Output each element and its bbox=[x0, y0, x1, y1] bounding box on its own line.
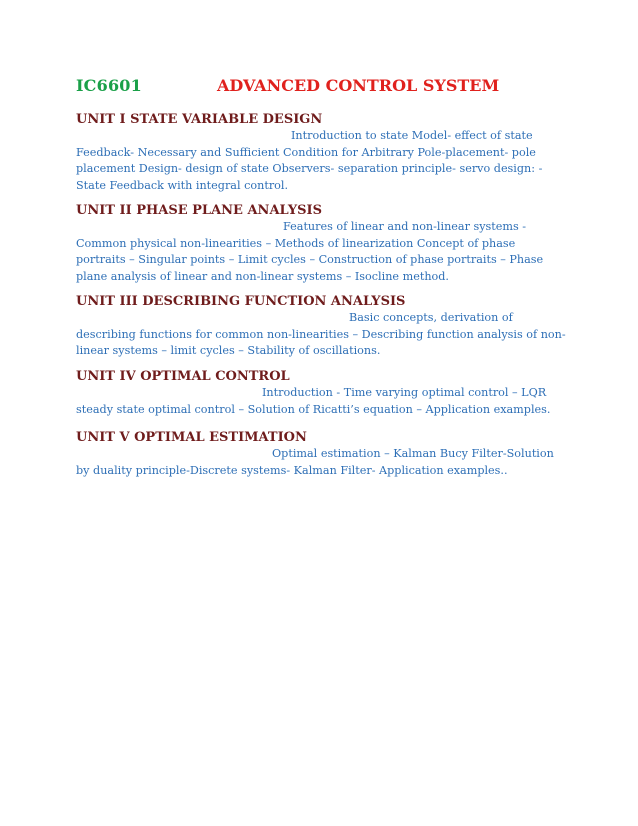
unit-4-heading: UNIT IV OPTIMAL CONTROL bbox=[76, 369, 290, 384]
course-title: ADVANCED CONTROL SYSTEM bbox=[217, 76, 500, 95]
unit-4-section bbox=[76, 369, 566, 418]
unit-2-heading: UNIT II PHASE PLANE ANALYSIS bbox=[76, 203, 322, 218]
unit-1-section bbox=[76, 112, 566, 194]
unit-5-section bbox=[76, 430, 566, 479]
course-header bbox=[76, 76, 596, 98]
unit-1-body: Introduction to state Model- effect of state Feedback- Necessary and Sufficient Condition for Arbitrary Pole-placement- pole placement Design- design of state Observers- separation principle- servo design: -State Feedback with integral control. bbox=[76, 129, 543, 192]
unit-1-heading: UNIT I STATE VARIABLE DESIGN bbox=[76, 112, 323, 127]
unit-3-body: Basic concepts, derivation of describing functions for common non-linearities – Describing function analysis of non-linear systems – limit cycles – Stability of oscillations. bbox=[76, 311, 566, 357]
unit-3-section bbox=[76, 294, 566, 360]
course-code: IC6601 bbox=[76, 76, 142, 95]
unit-5-body: Optimal estimation – Kalman Bucy Filter-Solution by duality principle-Discrete systems- Kalman Filter- Application examples.. bbox=[76, 447, 554, 477]
unit-3-heading: UNIT III DESCRIBING FUNCTION ANALYSIS bbox=[76, 294, 406, 309]
unit-4-body: Introduction - Time varying optimal control – LQR steady state optimal control – Solution of Ricatti’s equation – Application examples. bbox=[76, 386, 551, 416]
unit-2-section bbox=[76, 203, 566, 285]
unit-5-heading: UNIT V OPTIMAL ESTIMATION bbox=[76, 430, 307, 445]
unit-2-body: Features of linear and non-linear systems - Common physical non-linearities – Methods of linearization Concept of phase portraits – Singular points – Limit cycles – Construction of phase portraits – Phase plane analysis of linear and non-linear systems – Isocline method. bbox=[76, 220, 544, 283]
